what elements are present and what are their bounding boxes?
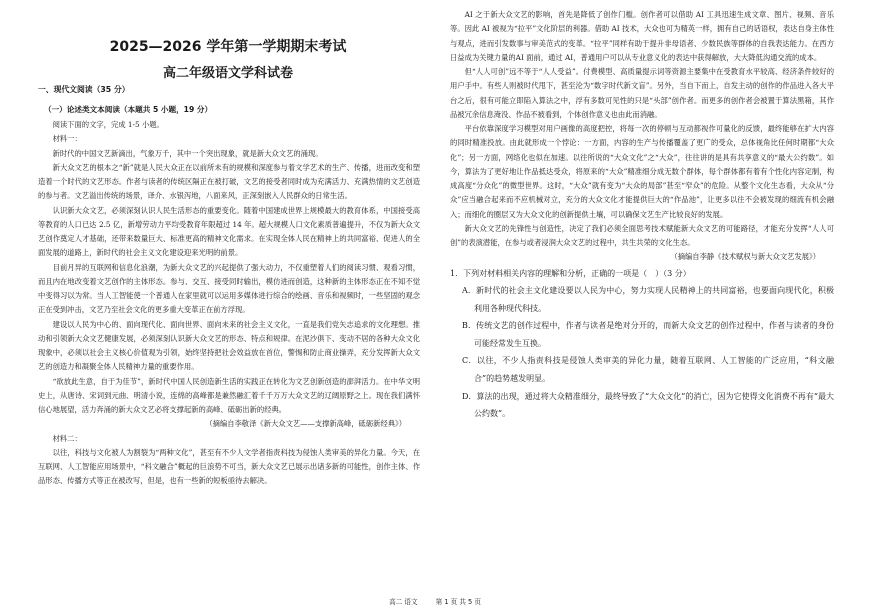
material1-paragraph: 新时代的中国文艺新滴出，气象万千，其中一个突出现象，就是新大众文艺的涌现。 (52, 148, 323, 158)
subsection-heading: （一）论述类文本阅读（本题共 5 小题，19 分） (44, 105, 213, 114)
question-1-option-c: C．以往，不少人指责科技是侵蚀人类审美的异化力量，随着互联网、人工智能的广泛应用，“科文融合”的趋势越发明显。 (462, 356, 834, 384)
section-heading: 一、现代文阅读（35 分） (38, 85, 130, 94)
material1-label: 材料一： (52, 134, 82, 144)
left-column (38, 118, 420, 486)
question-1-option-a: A．新时代的社会主文化建设要以人民为中心，努力实现人民精神上的共同富裕，也要面向现代化，积极利用各种现代科技。 (462, 286, 834, 313)
exam-title-year: 2025—2026 学年第一学期期末考试 (109, 39, 347, 55)
material2-paragraph: AI 之于新大众文艺的影响，首先是降低了创作门槛。创作者可以借助 AI 工具迅速生成文章、图片、视频、音乐等。因此 AI 被视为“拉平”文化阶层的利器。借助 AI 技术，大众也可为精英一样，拥有自己的话语权，表达自身主体性与观点，进而引发数事与审美范式的变革。“拉平”同样有助于提升非母语者、少数民族等群体的自我表达能力。在西方日益成为关键力量的AI 面前，通过 AI，普通用户可以从专业意义化的表达中获得解放，大大降低沟通交流的成本。 (450, 10, 834, 62)
material1-source: （摘编自李敬泽《新大众文艺——支撑新高峰，砥砺新经典》） (205, 419, 406, 429)
right-column (450, 8, 834, 423)
instruction: 阅读下面的文字，完成 1-5 小题。 (52, 120, 164, 129)
material2-paragraph: 但“人人可创”远不等于“人人受益”。付费模型、高质量提示词等资源主要集中在受教育水平较高、经济条件较好的用户手中。有些人则被时代甩下，甚至沦为“数字时代新文盲”。另外，当自下而上，自发主动的创作的作品进入各大平台之后，很有可能立即陷入算法之中，浮有多数可见性的只是“头部”创作者。而更多的创作者会被置于算法黑箱，其作品被冗余信息淹没、作品不被看到，个体创作意义也由此而消融。 (450, 67, 834, 119)
material2-paragraph: 新大众文艺的先锋性与创造性，决定了我们必须全面思考技术赋能新大众文艺的可能路径，才能充分发挥“人人可创”的表演潜能，在参与或者浸润大众文艺的过程中，共生共荣的文化生态。 (450, 223, 834, 247)
question-1-stem: 1．下列对材料相关内容的理解和分析，正确的一项是（ ）（3 分） (450, 268, 691, 278)
question-1-option-d: D．算法的出现，通过将大众精准细分，最终导致了“大众文化”的消亡，因为它使得文化消费不再有“最大公约数”。 (462, 391, 834, 419)
material1-paragraph: 新大众文艺的根本之“新”就是人民大众正在以前所未有的规模和深度参与着文学艺术的生产、传播，进而改变和塑造着一个时代的文艺形态。作者与读者的传统区隔正在被打破，文艺的接受者同时成为充满活力、充满热情的文艺创造的参与者。文艺溢出传统的场景，译介、水银泻地，八面来风，正深刻嵌入人民群众的日常生活。 (38, 162, 420, 201)
material2-paragraph: 以往，科技与文化被人为割裂为“两种文化”，甚至有不少人文学者指责科技为侵蚀人类审美的异化力量。今天，在互联网、人工智能应用场景中，“科文融合”概起的巨浪势不可当，新大众文艺已展示出诸多新的可能性，创作主体、作品形态、传播方式等正在被改写，但是，也有一些新的短板亟待去解决。 (38, 447, 420, 486)
exam-title-subject: 高二年级语文学科试卷 (162, 66, 293, 81)
footer-subject: 高二 语文 (389, 598, 418, 606)
material1-paragraph: 认识新大众文艺，必须深刻认识人民生活形态的重要变化。随着中国建成世界上规模最大的教育体系，中国接受高等教育的人口已达 2.5 亿，新增劳动力平均受教育年限超过 14 年。超大规模人口文化素质普遍提升，不仅为新大众文艺创作奠定人才基础，还带来数量巨大、标准更高的精神文化需求。在实现全体人民在精神上的共同富裕、促进人的全面发展的道路上，新时代的社会主义文化建设迎来光明的前景。 (38, 205, 420, 258)
footer-page-number: 第 1 页 共 5 页 (435, 598, 481, 606)
material1-paragraph: 目前月异的互联网和信息化浪潮，为新大众文艺的兴起提供了强大动力，不仅重塑着人们的阅读习惯、观看习惯，而且内在地改变着文艺创作的主体形态。参与、交互、接受同时输出，模仿进而创造，这种新的主体形态正在不知不觉中变得习以为常。当人工智能使一个普通人在家里就可以运用多媒体进行综合的绘画、音乐和视频时，一些坚固的观念正在受到冲击，文艺乃至社会文化的更多重大变革正在前方浮现。 (38, 262, 420, 315)
material1-paragraph: 建设以人民为中心的、面向现代化、面向世界、面向未来的社会主义文化，一直是我们党矢志追求的文化理想。推动和引领新大众文艺健康发展，必须深刻认识新大众文艺的形态、特点和规律。在泥沙俱下、变动不居的各种大众文化现象中，必须以社会主义核心价值观为引领，始终坚持把社会效益放在首位，警惕和防止商业操弄，充分发挥新大众文艺的创造力和凝聚全体人民精神力量的重要作用。 (38, 319, 420, 372)
page-footer (0, 596, 870, 606)
material2-label: 材料二： (52, 433, 82, 443)
material2-source: （摘编自李静《技术赋权与新大众文艺发展》） (670, 252, 820, 262)
question-1-option-b: B．传统文艺的创作过程中，作者与读者是绝对分开的，而新大众文艺的创作过程中，作者与读者的身份可能经常发生互换。 (462, 321, 834, 348)
material2-paragraph: 平台依靠深度学习模型对用户画像的高度把控，将每一次的停顿与互动都视作可量化的反馈，最终能够在扩大内容的同时精准投放。由此就形成一个悖论：一方面，内容的生产与传播覆盖了更广的受众，总体视角比任何时期都“大众化”；另一方面，网络化也似在加速。以往所说的“大众文化”之“大众”，往往讲的是具有共享意义的“最大公约数”。如今，算法为了更好地让作品抵达受众，将原来的“大众”精准细分成无数个群体，每个群体都有着有个性化内容定制，构成高度“分众化”的微型世界。这时，“大众”就有变为“大众的局部”甚至“窄众”的危险。从整个文化生态看，大众从“分众”应当融合起来而不应机械对立，充分的大众文化才能提供巨大的“作品池”，让更多以往不会被发现的细流有机会融入；而细化的圈层又为大众文化的创新提供土壤，可以确保文艺生产比较良好的发展。 (450, 124, 834, 219)
material1-paragraph: “欲放此生意，自于为佳节”，新时代中国人民创造新生活的实践正在转化为文艺创新创造的澎湃活力。在中华文明史上，从唐诗、宋词到元曲、明清小说，连绵的高峰都是兼然融汇着千千万万大众文艺的辽阔原野之上。现在我们满怀信心地展望，活力奔涌的新大众文艺必将支撑起新的高峰、砥砺出新的经典。 (38, 376, 420, 414)
